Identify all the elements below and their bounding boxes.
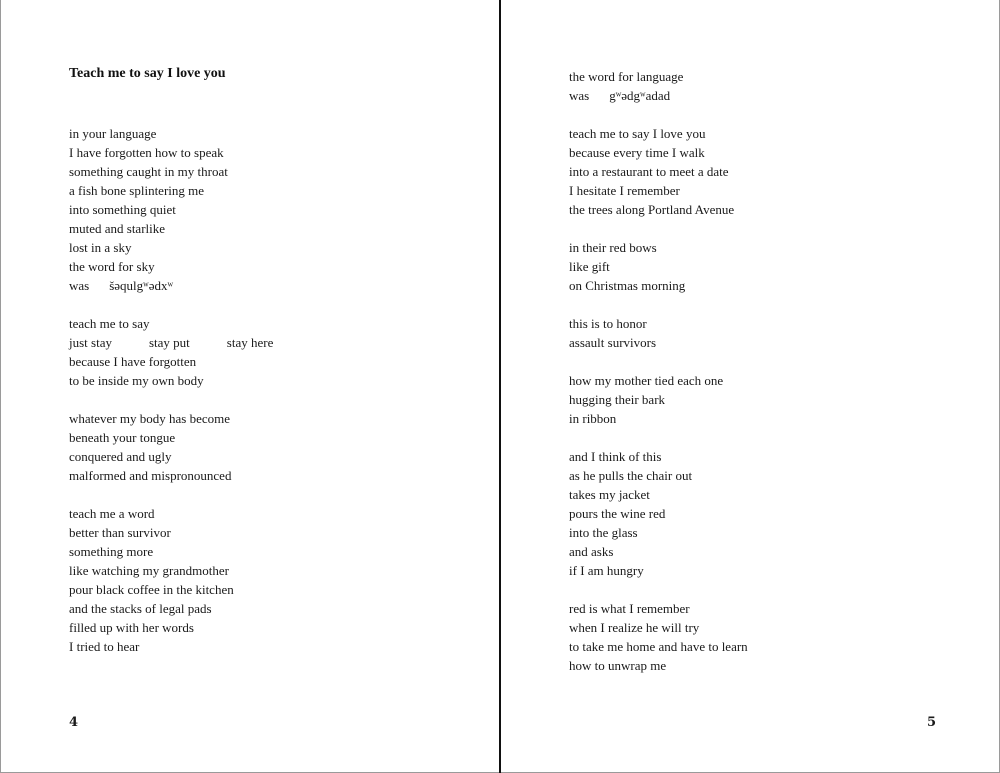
poem-line <box>69 618 469 637</box>
poem-line <box>69 409 469 428</box>
poem-line-segment: in ribbon <box>569 411 617 426</box>
poem-line-segment: to take me home and have to learn <box>569 639 748 654</box>
poem-line <box>69 333 469 352</box>
poem-line-segment: I hesitate I remember <box>569 183 680 198</box>
poem-line-segment: the trees along Portland Avenue <box>569 202 735 217</box>
poem-line <box>69 428 469 447</box>
left-page <box>1 0 500 773</box>
poem-line-segment: into the glass <box>569 525 638 540</box>
page-number-right: 5 <box>927 715 937 730</box>
poem-line-segment: because I have forgotten <box>69 354 197 369</box>
poem-line-segment: better than survivor <box>69 525 171 540</box>
poem-line-segment: muted and starlike <box>69 221 166 236</box>
poem-line-segment: if I am hungry <box>569 563 644 578</box>
stanza-break <box>69 295 469 314</box>
poem-line-segment: how to unwrap me <box>569 658 667 673</box>
poem-line-segment: something caught in my throat <box>69 164 228 179</box>
poem-line-segment: malformed and mispronounced <box>69 468 232 483</box>
poem-line <box>69 257 469 276</box>
poem-line-segment: filled up with her words <box>69 620 194 635</box>
poem-line-segment: and the stacks of legal pads <box>69 601 212 616</box>
stanza-break <box>569 105 969 124</box>
poem-line-segment: šəqulgʷədxʷ <box>109 278 174 293</box>
poem-line-segment: as he pulls the chair out <box>569 468 693 483</box>
poem-line <box>69 238 469 257</box>
poem-line-segment: to be inside my own body <box>69 373 204 388</box>
poem-line <box>569 523 969 542</box>
poem-line <box>569 656 969 675</box>
poem-line-segment: was <box>69 278 90 293</box>
poem-line <box>569 542 969 561</box>
poem-line <box>569 485 969 504</box>
page-number-left: 4 <box>69 715 79 730</box>
poem-line <box>569 504 969 523</box>
poem-line-segment: assault survivors <box>569 335 657 350</box>
poem-line-segment: because every time I walk <box>569 145 705 160</box>
poem-line <box>569 409 969 428</box>
stanza-break <box>69 390 469 409</box>
poem-line-segment: I have forgotten how to speak <box>69 145 224 160</box>
poem-line-segment: teach me to say I love you <box>569 126 706 141</box>
poem-line <box>569 561 969 580</box>
poem-line <box>569 447 969 466</box>
poem-line <box>569 371 969 390</box>
poem-line <box>69 523 469 542</box>
poem-line-segment: conquered and ugly <box>69 449 172 464</box>
poem-title: Teach me to say I love you <box>69 66 226 81</box>
poem-line-segment: pours the wine red <box>569 506 666 521</box>
poem-line <box>569 124 969 143</box>
poem-line-segment: the word for sky <box>69 259 155 274</box>
poem-line-segment: gʷədgʷadad <box>609 88 671 103</box>
poem-line-segment: in their red bows <box>569 240 657 255</box>
poem-line <box>69 314 469 333</box>
poem-line <box>69 219 469 238</box>
poem-line <box>569 276 969 295</box>
poem-line-segment: beneath your tongue <box>69 430 176 445</box>
poem-line <box>569 238 969 257</box>
poem-line-segment: stay here <box>226 335 274 350</box>
poem-line-segment: takes my jacket <box>569 487 650 502</box>
poem-line-segment: and I think of this <box>569 449 662 464</box>
poem-line-segment: and asks <box>569 544 614 559</box>
poem-line-segment: like gift <box>569 259 610 274</box>
stanza-break <box>569 352 969 371</box>
poem-line <box>569 637 969 656</box>
poem-line <box>69 599 469 618</box>
poem-line-segment: a fish bone splintering me <box>69 183 205 198</box>
poem-line <box>69 466 469 485</box>
poem-line-segment: hugging their bark <box>569 392 666 407</box>
poem-line <box>69 124 469 143</box>
poem-line-segment: how my mother tied each one <box>569 373 724 388</box>
stanza-break <box>569 295 969 314</box>
poem-line <box>69 580 469 599</box>
poem-line <box>569 67 969 86</box>
poem-line <box>569 162 969 181</box>
poem-line-segment: teach me to say <box>69 316 150 331</box>
poem-line <box>569 200 969 219</box>
poem-line-segment: the word for language <box>569 69 684 84</box>
poem-line <box>569 86 969 105</box>
poem-line <box>569 333 969 352</box>
stanza-break <box>569 580 969 599</box>
poem-line-segment: lost in a sky <box>69 240 132 255</box>
poem-line <box>69 352 469 371</box>
poem-line <box>69 561 469 580</box>
poem-line-segment: whatever my body has become <box>69 411 231 426</box>
stanza-break <box>569 428 969 447</box>
left-poem-body <box>69 124 469 656</box>
stanza-break <box>69 485 469 504</box>
poem-line <box>569 143 969 162</box>
poem-line <box>569 181 969 200</box>
stanza-break <box>569 219 969 238</box>
right-poem-body <box>569 67 969 675</box>
poem-line-segment: in your language <box>69 126 157 141</box>
poem-line <box>569 599 969 618</box>
poem-line-segment: I tried to hear <box>69 639 140 654</box>
poem-line-segment: stay put <box>148 335 190 350</box>
poem-line-segment: teach me a word <box>69 506 155 521</box>
poem-line <box>569 257 969 276</box>
poem-line <box>569 390 969 409</box>
poem-line <box>69 371 469 390</box>
poem-line <box>569 618 969 637</box>
poem-line <box>569 466 969 485</box>
poem-line <box>69 181 469 200</box>
poem-line <box>69 200 469 219</box>
poem-line-segment: red is what I remember <box>569 601 690 616</box>
poem-line-segment: pour black coffee in the kitchen <box>69 582 234 597</box>
poem-line <box>69 542 469 561</box>
poem-line-segment: like watching my grandmother <box>69 563 229 578</box>
poem-line-segment: something more <box>69 544 154 559</box>
poem-line <box>69 447 469 466</box>
poem-line <box>69 637 469 656</box>
poem-line <box>569 314 969 333</box>
poem-line <box>69 162 469 181</box>
poem-line <box>69 276 469 295</box>
right-page <box>502 0 1000 773</box>
poem-line-segment: into something quiet <box>69 202 176 217</box>
poem-line-segment: into a restaurant to meet a date <box>569 164 729 179</box>
poem-line-segment: this is to honor <box>569 316 647 331</box>
poem-line-segment: just stay <box>69 335 112 350</box>
poem-line-segment: when I realize he will try <box>569 620 700 635</box>
poem-line-segment: on Christmas morning <box>569 278 686 293</box>
poem-line <box>69 143 469 162</box>
poem-line <box>69 504 469 523</box>
poem-line-segment: was <box>569 88 590 103</box>
